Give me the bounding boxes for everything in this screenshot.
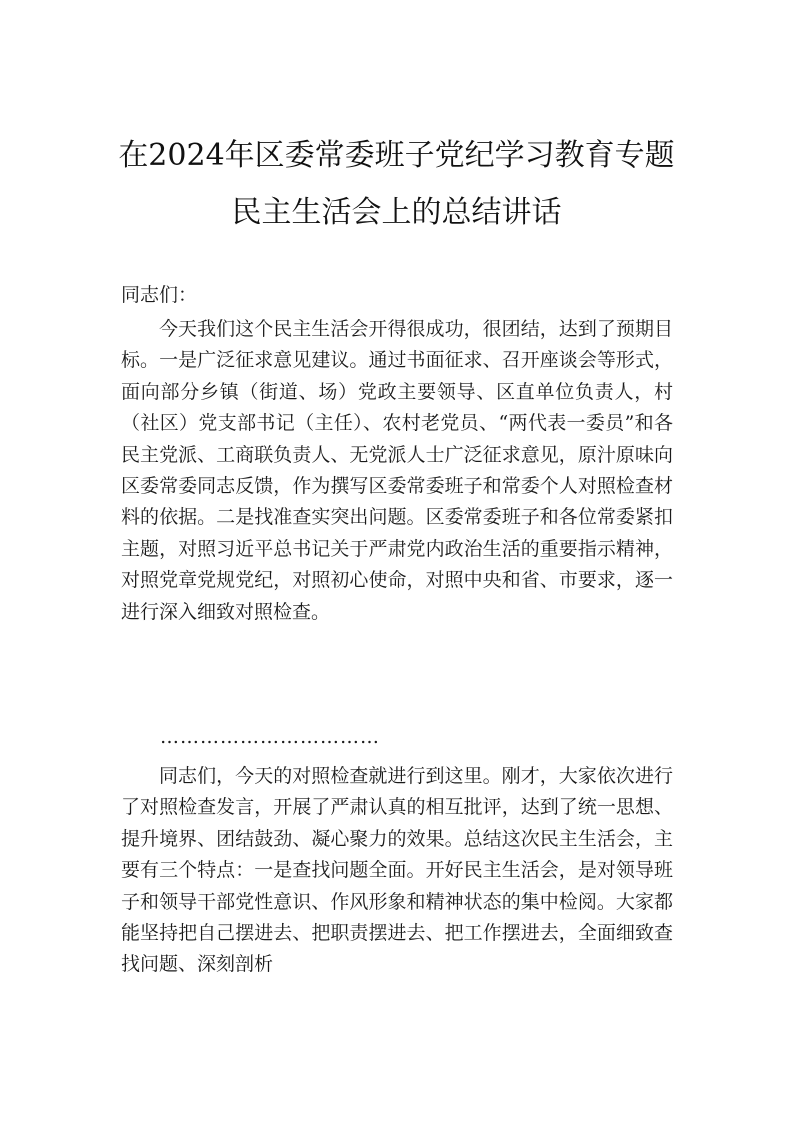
paragraph-2: 同志们，今天的对照检查就进行到这里。刚才，大家依次进行了对照检查发言，开展了严肃认真的相互批评，达到了统一思想、提升境界、团结鼓劲、凝心聚力的效果。总结这次民主生活会，主要有三个特点：一是查找问题全面。开好民主生活会，是对领导班子和领导干部党性意识、作风形象和精神状态的集中检阅。大家都能坚持把自己摆进去、把职责摆进去、把工作摆进去，全面细致查找问题、深刻剖析 bbox=[121, 765, 673, 976]
document-title-line-1: 在2024年区委常委班子党纪学习教育专题 bbox=[118, 138, 675, 173]
salutation: 同志们： bbox=[121, 284, 198, 306]
document-title-line-2: 民主生活会上的总结讲话 bbox=[231, 195, 562, 230]
omission-ellipsis: …………………………… bbox=[160, 726, 380, 748]
paragraph-1: 今天我们这个民主生活会开得很成功，很团结，达到了预期目标。一是广泛征求意见建议。通过书面征求、召开座谈会等形式，面向部分乡镇（街道、场）党政主要领导、区直单位负责人，村（社区）党支部书记（主任）、农村老党员、“两代表一委员”和各民主党派、工商联负责人、无党派人士广泛征求意见，原汁原味向区委常委同志反馈，作为撰写区委常委班子和常委个人对照检查材料的依据。二是找准查实突出问题。区委常委班子和各位常委紧扣主题，对照习近平总书记关于严肃党内政治生活的重要指示精神，对照党章党规党纪，对照初心使命，对照中央和省、市要求，逐一进行深入细致对照检查。 bbox=[121, 318, 673, 623]
